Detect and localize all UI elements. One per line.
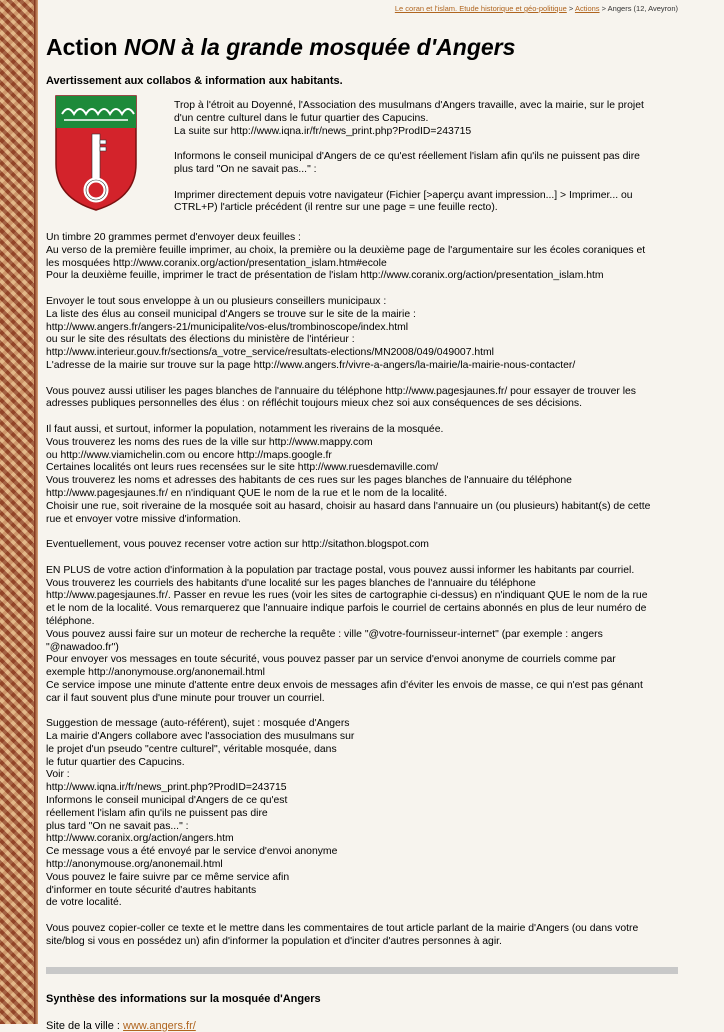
body-line: Vous trouverez les courriels des habitants d'une localité sur les pages blanches de l'annuaire du téléphone bbox=[46, 577, 536, 589]
body-line: ou sur le site des résultats des élections du ministère de l'intérieur : bbox=[46, 334, 355, 346]
body-line: le projet d'un pseudo "centre culturel", véritable mosquée, dans bbox=[46, 743, 337, 755]
breadcrumb-separator: > bbox=[566, 4, 575, 13]
body-line: réellement l'islam afin qu'ils ne puissent pas dire bbox=[46, 807, 268, 819]
body-line: Il faut aussi, et surtout, informer la population, notamment les riverains de la mosquée. bbox=[46, 423, 444, 435]
body-line: Envoyer le tout sous enveloppe à un ou plusieurs conseillers municipaux : bbox=[46, 295, 387, 307]
intro-line: Imprimer directement depuis votre navigateur (Fichier [>aperçu avant impression...] > Imprimer... ou bbox=[174, 189, 633, 201]
page-title-emphasis: NON à la grande mosquée d'Angers bbox=[123, 34, 516, 60]
page-title-prefix: Action bbox=[46, 34, 124, 60]
body-line: http://www.coranix.org/action/angers.htm bbox=[46, 833, 234, 845]
body-line: site/blog si vous en possédez un) afin d'informer la population et d'inciter d'autres personnes à agir. bbox=[46, 935, 502, 947]
body-spacer bbox=[46, 705, 678, 718]
body-line: ou http://www.viamichelin.com ou encore http://maps.google.fr bbox=[46, 449, 332, 461]
body-line: Au verso de la première feuille imprimer, au choix, la première ou la deuxième page de l'argumentaire sur les écoles coraniques et bbox=[46, 244, 646, 256]
body-spacer bbox=[46, 526, 678, 539]
synthesis-heading: Synthèse des informations sur la mosquée d'Angers bbox=[46, 992, 321, 1005]
body-line: Choisir une rue, soit riveraine de la mosquée soit au hasard, choisir au hasard dans l'annuaire un (ou plusieurs) habitant(s) de cette bbox=[46, 500, 651, 512]
body-line: les mosquées http://www.coranix.org/action/presentation_islam.htm#ecole bbox=[46, 257, 387, 269]
body-line: Pour envoyer vos messages en toute sécurité, vous pouvez passer par un service d'envoi anonyme de courriels comme par bbox=[46, 654, 616, 666]
body-spacer bbox=[46, 411, 678, 424]
body-line: Vous pouvez copier-coller ce texte et le mettre dans les commentaires de tout article parlant de la mairie d'Angers (ou dans votre bbox=[46, 923, 639, 935]
body-line: EN PLUS de votre action d'information à la population par tractage postal, vous pouvez aussi informer les habitants par courriel. bbox=[46, 564, 635, 576]
body-line: Pour la deuxième feuille, imprimer le tract de présentation de l'islam http://www.coranix.org/action/presentation_islam.htm bbox=[46, 270, 604, 282]
main-content bbox=[46, 0, 678, 1032]
body-line: Vous trouverez les noms des rues de la ville sur http://www.mappy.com bbox=[46, 436, 373, 448]
breadcrumb bbox=[46, 4, 678, 13]
intro-spacer bbox=[174, 177, 678, 190]
body-line: La mairie d'Angers collabore avec l'association des musulmans sur bbox=[46, 731, 355, 743]
body-line: Certaines localités ont leurs rues recensées sur le site http://www.ruesdemaville.com/ bbox=[46, 462, 439, 474]
body-line: rue et envoyer votre missive d'information. bbox=[46, 513, 241, 525]
intro-text bbox=[174, 100, 678, 215]
body-line: La liste des élus au conseil municipal d'Angers se trouve sur le site de la mairie : bbox=[46, 308, 416, 320]
body-line: Eventuellement, vous pouvez recenser votre action sur http://sitathon.blogspot.com bbox=[46, 539, 429, 551]
body-line: Vous trouverez les noms et adresses des habitants de ces rues sur les pages blanches de l'annuaire du téléphone bbox=[46, 475, 572, 487]
body-line: http://www.pagesjaunes.fr/. Passer en revue les rues (voir les sites de cartographie ci-dessus) en n'indiquant QUE le nom de la rue bbox=[46, 590, 648, 602]
body-line: et le nom de la localité. Vous remarquerez que l'annuaire indique parfois le courriel de certains abonnés en plus de leur numéro de bbox=[46, 603, 647, 615]
intro-section bbox=[46, 90, 678, 232]
intro-line: d'un centre culturel dans le futur quartier des Capucins. bbox=[174, 112, 429, 124]
page-title bbox=[46, 33, 678, 61]
body-line: plus tard "On ne savait pas..." : bbox=[46, 820, 189, 832]
intro-line: La suite sur http://www.iqna.ir/fr/news_print.php?ProdID=243715 bbox=[174, 125, 472, 137]
body-line: Vous pouvez aussi utiliser les pages blanches de l'annuaire du téléphone http://www.pagesjaunes.fr/ pour essayer de trouver les bbox=[46, 385, 636, 397]
breadcrumb-link-actions[interactable]: Actions bbox=[574, 4, 600, 13]
body-spacer bbox=[46, 910, 678, 923]
breadcrumb-current: > Angers (12, Aveyron) bbox=[599, 4, 678, 13]
article-body bbox=[46, 232, 678, 949]
intro-line: CTRL+P) l'article précédent (il rentre sur une page = une feuille recto). bbox=[174, 202, 498, 214]
body-line: "@nawadoo.fr") bbox=[46, 641, 119, 653]
body-line: Voir : bbox=[46, 769, 70, 781]
body-spacer bbox=[46, 552, 678, 565]
site-line bbox=[46, 1020, 678, 1032]
body-line: http://www.interieur.gouv.fr/sections/a_votre_service/resultats-elections/MN2008/049/049007.html bbox=[46, 347, 494, 359]
body-line: Ce service impose une minute d'attente entre deux envois de messages afin d'éviter les envois de masse, ce qui n'est pas génant bbox=[46, 679, 643, 691]
intro-spacer bbox=[174, 138, 678, 151]
site-label: Site de la ville : bbox=[46, 1019, 124, 1032]
body-line: http://www.angers.fr/angers-21/municipalite/vos-elus/trombinoscope/index.html bbox=[46, 321, 409, 333]
body-line: Vous pouvez le faire suivre par ce même service afin bbox=[46, 871, 290, 883]
page-subtitle: Avertissement aux collabos & information aux habitants. bbox=[46, 75, 343, 87]
body-line: de votre localité. bbox=[46, 897, 122, 909]
body-line: Un timbre 20 grammes permet d'envoyer deux feuilles : bbox=[46, 232, 301, 243]
body-spacer bbox=[46, 373, 678, 386]
body-line: téléphone. bbox=[46, 615, 95, 627]
body-line: Vous pouvez aussi faire sur un moteur de recherche la requête : ville "@votre-fournisseur-internet" (par exemple : angers bbox=[46, 628, 603, 640]
intro-line: plus tard "On ne savait pas..." : bbox=[174, 163, 317, 175]
body-line: car il faut souvent plus d'une minute pour trouver un courriel. bbox=[46, 692, 325, 704]
body-line: http://www.pagesjaunes.fr/ en n'indiquant QUE le nom de la rue et le nom de la localité. bbox=[46, 487, 448, 499]
body-spacer bbox=[46, 283, 678, 296]
body-line: exemple http://anonymouse.org/anonemail.html bbox=[46, 667, 265, 679]
intro-line: Trop à l'étroit au Doyenné, l'Association des musulmans d'Angers travaille, avec la mairie, sur le projet bbox=[174, 100, 644, 111]
body-line: L'adresse de la mairie sur trouve sur la page http://www.angers.fr/vivre-a-angers/la-mairie/la-mairie-nous-contacter/ bbox=[46, 359, 576, 371]
intro-line: Informons le conseil municipal d'Angers de ce qu'est réellement l'islam afin qu'ils ne puissent pas dire bbox=[174, 151, 640, 163]
body-line: le futur quartier des Capucins. bbox=[46, 756, 185, 768]
body-line: adresses publiques personnelles des élus : on réfléchit toujours mieux chez soi aux conséquences de ses décisions. bbox=[46, 398, 583, 410]
decorative-side-border bbox=[0, 0, 38, 1024]
angers-shield-icon bbox=[54, 94, 138, 212]
body-line: Ce message vous a été envoyé par le service d'envoi anonyme bbox=[46, 846, 338, 858]
breadcrumb-link-coran[interactable]: Le coran et l'islam. Etude historique et géo-politique bbox=[394, 4, 567, 13]
body-line: http://www.iqna.ir/fr/news_print.php?ProdID=243715 bbox=[46, 782, 287, 794]
body-line: http://anonymouse.org/anonemail.html bbox=[46, 859, 223, 871]
body-line: Informons le conseil municipal d'Angers de ce qu'est bbox=[46, 795, 288, 807]
body-line: d'informer en toute sécurité d'autres habitants bbox=[46, 884, 257, 896]
horizontal-divider bbox=[46, 967, 678, 974]
site-link-angers[interactable]: www.angers.fr/ bbox=[123, 1019, 196, 1032]
body-line: Suggestion de message (auto-référent), sujet : mosquée d'Angers bbox=[46, 718, 350, 730]
